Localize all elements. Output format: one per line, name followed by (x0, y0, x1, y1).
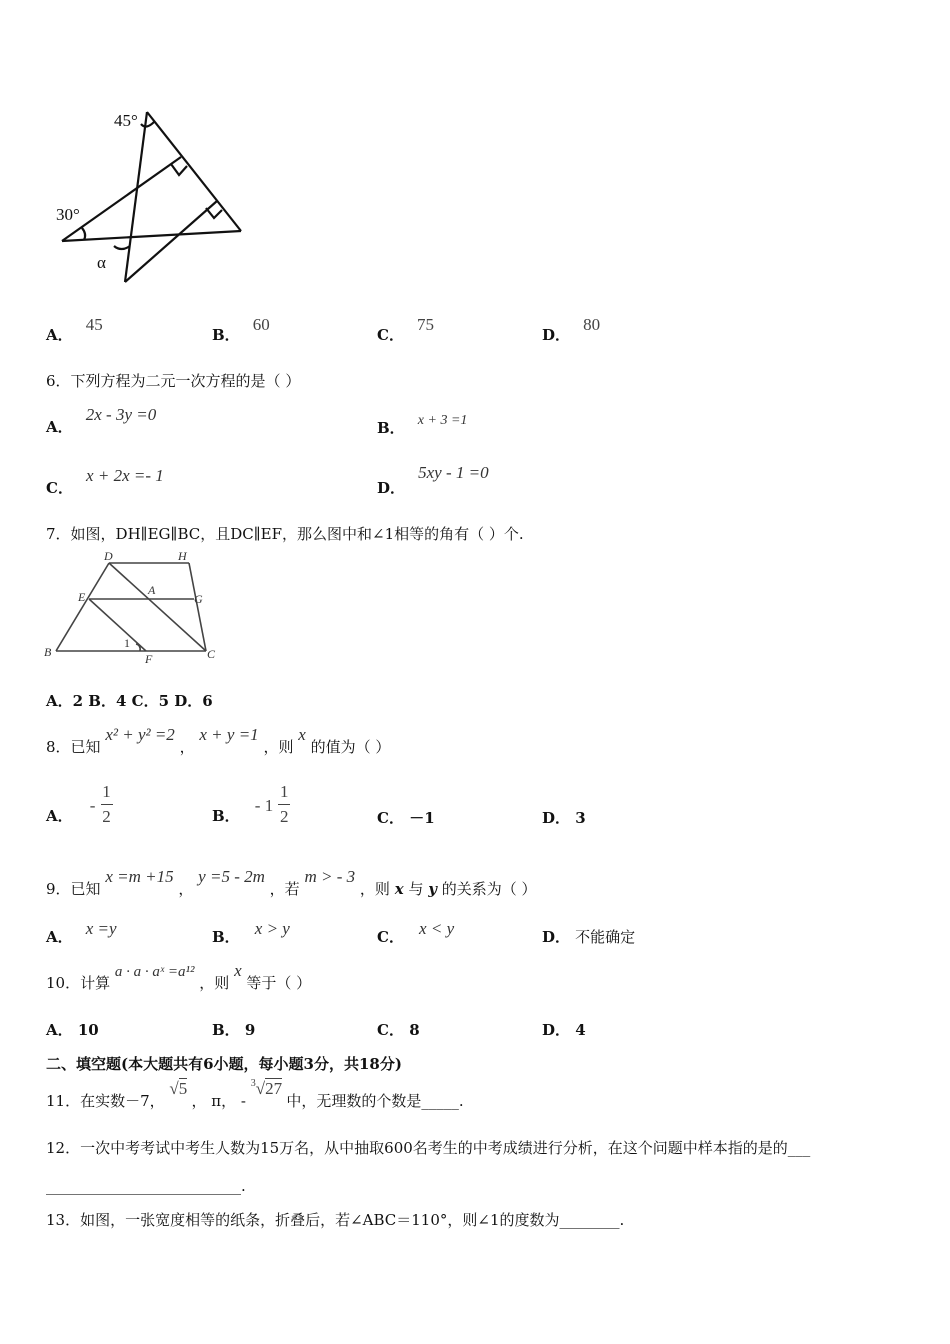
q9-suffix-b: 与 (408, 880, 424, 898)
option-value: x =y (85, 919, 117, 938)
option-label: A． (46, 807, 73, 825)
q5-option-c[interactable] (377, 314, 435, 344)
option-value: 8 (409, 1021, 420, 1039)
q11-mid: ， π， - (191, 1092, 246, 1110)
point-h: H (178, 549, 187, 563)
option-sign: - 1 (254, 796, 274, 815)
q9-option-b[interactable] (212, 918, 290, 946)
point-b: B (44, 645, 52, 659)
right-angle-mark-lower (206, 208, 222, 218)
q6-option-d[interactable] (377, 462, 489, 497)
option-label: D． (542, 1021, 571, 1039)
q6-option-a[interactable] (46, 404, 157, 436)
q9-option-a[interactable] (46, 918, 117, 946)
cbrt-27 (251, 1079, 287, 1098)
q8-option-b[interactable] (212, 782, 290, 827)
option-label: B． (212, 1021, 240, 1039)
right-angle-mark-upper (171, 164, 187, 175)
option-value: 3 (575, 809, 586, 827)
angle-label-30: 30° (56, 205, 80, 224)
radicand: 5 (178, 1079, 188, 1098)
q8-suffix: 的值为（ ） (310, 738, 391, 756)
q12-line1: 12．一次中考考试中考生人数为15万名，从中抽取600名考生的中考成绩进行分析，在这个问题中样本指的是的___ (46, 1139, 811, 1157)
option-value: 75 (417, 315, 435, 334)
q12-line2: __________________________. (46, 1177, 246, 1195)
q9-stem (46, 866, 537, 898)
q10-var: x (234, 961, 242, 980)
option-value: 80 (583, 315, 601, 334)
q10-option-c[interactable] (377, 1019, 420, 1040)
q6-option-c[interactable] (46, 465, 164, 497)
angle-arc-top (141, 122, 154, 127)
sqrt-5 (169, 1079, 191, 1098)
q7-options[interactable]: A．2 B．4 C．5 D．6 (46, 692, 213, 710)
q10-suffix: 等于（ ） (246, 974, 312, 992)
denominator: 2 (102, 807, 111, 826)
line-top-to-bottom (125, 112, 147, 282)
fraction (278, 782, 290, 827)
q9-y: y (428, 880, 437, 898)
q7-stem: 7．如图，DH∥EG∥BC，且DC∥EF，那么图中和∠1相等的角有（ ）个. (46, 525, 524, 543)
section-heading: 二、填空题(本大题共有6小题，每小题3分，共18分) (46, 1055, 402, 1073)
q10-mid: ，则 (199, 974, 230, 992)
q9-option-c[interactable] (377, 918, 455, 946)
point-c: C (207, 647, 216, 661)
radical-sign: √ (169, 1079, 179, 1098)
q9-sep: ， (178, 880, 194, 898)
option-label: A． (46, 418, 73, 436)
angle-arc-left (82, 228, 85, 240)
q10-option-a[interactable] (46, 1019, 99, 1040)
root-index: 3 (250, 1078, 256, 1089)
q8-mid: ，则 (263, 738, 294, 756)
q9-expr3: m > - 3 (304, 867, 356, 886)
option-label: D． (377, 479, 406, 497)
q9-suffix-a: ，则 (359, 880, 390, 898)
q9-mid: ，若 (269, 880, 300, 898)
q5-option-b[interactable] (212, 314, 270, 344)
option-value: x > y (254, 919, 290, 938)
line-bottom-to-right (125, 201, 217, 282)
option-label: A． (46, 928, 73, 946)
option-label: A． (46, 326, 73, 344)
fraction-bar (101, 804, 113, 805)
angle-1-arc (136, 644, 140, 651)
option-value: 45 (85, 315, 103, 334)
trapezoid-figure (40, 546, 230, 668)
segment-db (56, 563, 109, 651)
angle-label-45: 45° (114, 111, 138, 130)
option-value: 60 (252, 315, 270, 334)
line-left-to-upper (62, 157, 181, 241)
angle-arc-alpha (114, 246, 130, 249)
q9-x: x (394, 880, 404, 898)
q11-prefix: 11．在实数－7， (46, 1092, 165, 1110)
q5-option-a[interactable] (46, 314, 103, 344)
option-value: 9 (244, 1021, 256, 1039)
option-label: C． (377, 809, 404, 827)
option-label: B． (377, 419, 405, 437)
q8-option-d[interactable] (542, 807, 586, 828)
line-right-to-left (62, 231, 241, 241)
option-value: 不能确定 (575, 928, 636, 946)
q8-option-c[interactable] (377, 807, 435, 828)
q10-stem (46, 960, 312, 992)
q10-prefix: 10．计算 (46, 974, 111, 992)
radicand: 27 (265, 1079, 283, 1098)
option-label: D． (542, 809, 571, 827)
q10-expr: a · a · aˣ =a¹² (114, 964, 195, 980)
angle-1-label: 1 (124, 636, 130, 650)
q9-option-d[interactable] (542, 926, 635, 947)
q9-expr1: x =m +15 (105, 867, 174, 886)
q6-option-b[interactable] (377, 408, 468, 437)
option-label: D． (542, 326, 571, 344)
denominator: 2 (280, 807, 289, 826)
q11-suffix: 中，无理数的个数是_____. (286, 1092, 464, 1110)
option-label: B． (212, 928, 240, 946)
option-label: C． (377, 326, 404, 344)
fraction-bar (278, 804, 290, 805)
option-value: 2x - 3y =0 (85, 405, 157, 424)
point-e: E (78, 590, 86, 604)
option-value: 4 (575, 1021, 586, 1039)
point-d: D (104, 549, 113, 563)
option-label: D． (542, 928, 571, 946)
q9-prefix: 9．已知 (46, 880, 101, 898)
angle-label-alpha: α (97, 253, 106, 272)
q8-prefix: 8．已知 (46, 738, 101, 756)
option-sign: - (89, 796, 96, 815)
q6-stem: 6．下列方程为二元一次方程的是（ ） (46, 372, 301, 390)
option-value: 5xy - 1 =0 (418, 463, 489, 482)
q11-stem (46, 1078, 464, 1110)
point-a: A (148, 583, 156, 597)
point-f: F (145, 652, 153, 666)
option-value: x < y (419, 919, 455, 938)
numerator: 1 (280, 782, 289, 801)
option-label: A． (46, 1021, 73, 1039)
segment-ef (89, 599, 146, 651)
fraction (101, 782, 113, 827)
q8-option-a[interactable] (46, 782, 113, 827)
radical-sign: √ (255, 1079, 266, 1098)
numerator: 1 (102, 782, 111, 801)
triangle-figure (40, 100, 260, 290)
q5-option-d[interactable] (542, 314, 601, 344)
option-value: x + 2x =- 1 (86, 466, 164, 485)
q10-option-b[interactable] (212, 1019, 255, 1040)
q9-suffix-c: 的关系为（ ） (441, 880, 537, 898)
option-label: B． (212, 326, 240, 344)
option-label: C． (377, 1021, 404, 1039)
point-g: G (194, 592, 203, 606)
option-label: C． (377, 928, 404, 946)
q10-option-d[interactable] (542, 1019, 586, 1040)
option-label: C． (46, 479, 73, 497)
q8-expr2: x + y =1 (199, 725, 259, 744)
option-value: －1 (409, 809, 435, 827)
q8-expr1: x² + y² =2 (105, 725, 175, 744)
option-value: 10 (77, 1021, 99, 1039)
option-label: B． (212, 807, 240, 825)
q9-expr2: y =5 - 2m (198, 867, 265, 886)
q13-stem: 13．如图，一张宽度相等的纸条，折叠后，若∠ABC＝110°，则∠1的度数为________. (46, 1211, 625, 1229)
q8-var: x (298, 725, 306, 744)
q8-stem (46, 724, 391, 756)
option-value: x + 3 =1 (417, 413, 468, 428)
q8-sep: ， (179, 738, 195, 756)
